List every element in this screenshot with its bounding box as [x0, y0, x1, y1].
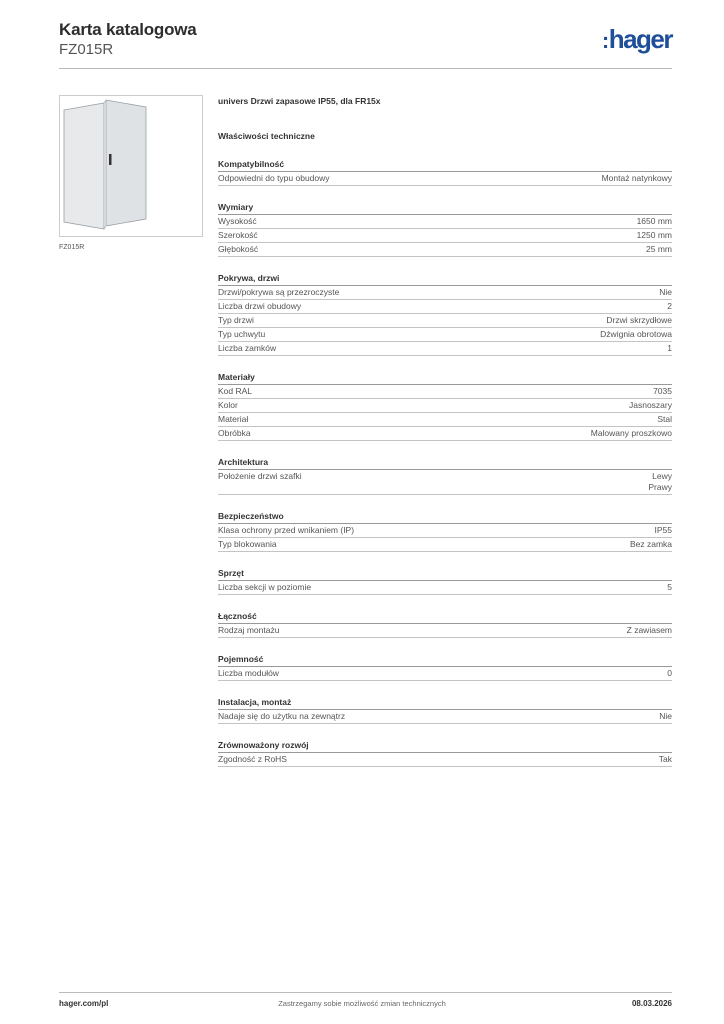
spec-value: 1650 mm: [636, 216, 672, 226]
spec-value: Jasnoszary: [629, 400, 672, 410]
spec-value: 7035: [653, 386, 672, 396]
spec-row: [218, 399, 672, 413]
footer-disclaimer: Zastrzegamy sobie możliwość zmian technicznych: [278, 999, 446, 1008]
spec-group: [218, 739, 672, 767]
spec-group: [218, 456, 672, 495]
spec-value: IP55: [654, 525, 672, 535]
spec-label: Liczba zamków: [218, 343, 277, 353]
spec-row: [218, 710, 672, 724]
spec-row: [218, 385, 672, 399]
door-handle: [109, 154, 112, 165]
spec-label: Typ drzwi: [218, 315, 254, 325]
product-code: FZ015R: [59, 41, 114, 58]
spec-group-title: Zrównoważony rozwój: [218, 739, 672, 753]
spec-value: 25 mm: [646, 244, 672, 254]
spec-groups: [218, 158, 672, 767]
spec-row: [218, 342, 672, 356]
spec-row: [218, 229, 672, 243]
spec-label: Kolor: [218, 400, 238, 410]
spec-label: Rodzaj montażu: [218, 625, 280, 635]
spec-row: [218, 328, 672, 342]
spec-group: [218, 201, 672, 257]
footer-date: 08.03.2026: [631, 999, 672, 1008]
technical-properties-heading: Właściwości techniczne: [218, 131, 315, 141]
spec-label: Materiał: [218, 414, 249, 424]
spec-group: [218, 158, 672, 186]
spec-label: Typ uchwytu: [218, 329, 266, 339]
spec-group-title: Instalacja, montaż: [218, 696, 672, 710]
spec-value: 0: [667, 668, 672, 678]
spec-label: Liczba modułów: [218, 668, 279, 678]
spec-row: [218, 286, 672, 300]
spec-value: Montaż natynkowy: [601, 173, 672, 183]
spec-value: Nie: [659, 711, 672, 721]
spec-label: Wysokość: [218, 216, 257, 226]
spec-label: Drzwi/pokrywa są przezroczyste: [218, 287, 340, 297]
spec-label: Obróbka: [218, 428, 251, 438]
spec-row: [218, 624, 672, 638]
spec-value: [648, 471, 672, 493]
spec-label: Liczba sekcji w poziomie: [218, 582, 312, 592]
spec-label: Odpowiedni do typu obudowy: [218, 173, 330, 183]
spec-row: [218, 215, 672, 229]
spec-value: 2: [667, 301, 672, 311]
spec-row: [218, 300, 672, 314]
specifications: [218, 96, 672, 767]
product-image: [59, 95, 203, 237]
spec-group-title: Pokrywa, drzwi: [218, 272, 672, 286]
spec-label: Zgodność z RoHS: [218, 754, 287, 764]
spec-row: [218, 413, 672, 427]
spec-group: [218, 610, 672, 638]
spec-group-title: Sprzęt: [218, 567, 672, 581]
spec-value: Malowany proszkowo: [590, 428, 672, 438]
spec-group-title: Łączność: [218, 610, 672, 624]
spec-row: [218, 314, 672, 328]
product-description: univers Drzwi zapasowe IP55, dla FR15x: [218, 96, 381, 106]
spec-group: [218, 567, 672, 595]
spec-label: Głębokość: [218, 244, 259, 254]
spec-group: [218, 696, 672, 724]
spec-group-title: Bezpieczeństwo: [218, 510, 672, 524]
spec-row: [218, 470, 672, 495]
spec-group-title: Architektura: [218, 456, 672, 470]
spec-group: [218, 510, 672, 552]
spec-label: Położenie drzwi szafki: [218, 471, 302, 481]
double-door-illustration: [60, 96, 202, 236]
footer-divider: [59, 992, 672, 993]
spec-value: Stal: [657, 414, 672, 424]
spec-row: [218, 538, 672, 552]
spec-value-line: Lewy: [652, 471, 672, 481]
spec-value: Bez zamka: [629, 539, 672, 549]
spec-value: Dźwignia obrotowa: [600, 329, 672, 339]
spec-value: 1: [667, 343, 672, 353]
spec-row: [218, 753, 672, 767]
spec-value: 1250 mm: [636, 230, 672, 240]
spec-group: [218, 653, 672, 681]
header-divider: [59, 68, 672, 69]
spec-label: Nadaje się do użytku na zewnątrz: [218, 711, 346, 721]
spec-value-line: Prawy: [648, 482, 672, 492]
page-title: Karta katalogowa: [59, 20, 197, 39]
spec-group-title: Kompatybilność: [218, 158, 672, 172]
spec-value: Nie: [659, 287, 672, 297]
spec-row: [218, 243, 672, 257]
spec-value: Drzwi skrzydłowe: [606, 315, 672, 325]
spec-row: [218, 667, 672, 681]
spec-label: Typ blokowania: [218, 539, 277, 549]
spec-value: 5: [667, 582, 672, 592]
brand-logo: :hager: [601, 24, 672, 54]
spec-label: Kod RAL: [218, 386, 253, 396]
image-caption: FZ015R: [59, 244, 85, 251]
spec-group-title: Pojemność: [218, 653, 672, 667]
spec-row: [218, 581, 672, 595]
footer-website: hager.com/pl: [59, 999, 109, 1008]
spec-label: Liczba drzwi obudowy: [218, 301, 302, 311]
spec-row: [218, 427, 672, 441]
spec-label: Szerokość: [218, 230, 258, 240]
spec-value: Z zawiasem: [626, 625, 672, 635]
spec-group-title: Materiały: [218, 371, 672, 385]
spec-row: [218, 172, 672, 186]
spec-value: Tak: [658, 754, 672, 764]
spec-label: Klasa ochrony przed wnikaniem (IP): [218, 525, 355, 535]
spec-group: [218, 272, 672, 356]
spec-group: [218, 371, 672, 441]
spec-group-title: Wymiary: [218, 201, 672, 215]
spec-row: [218, 524, 672, 538]
